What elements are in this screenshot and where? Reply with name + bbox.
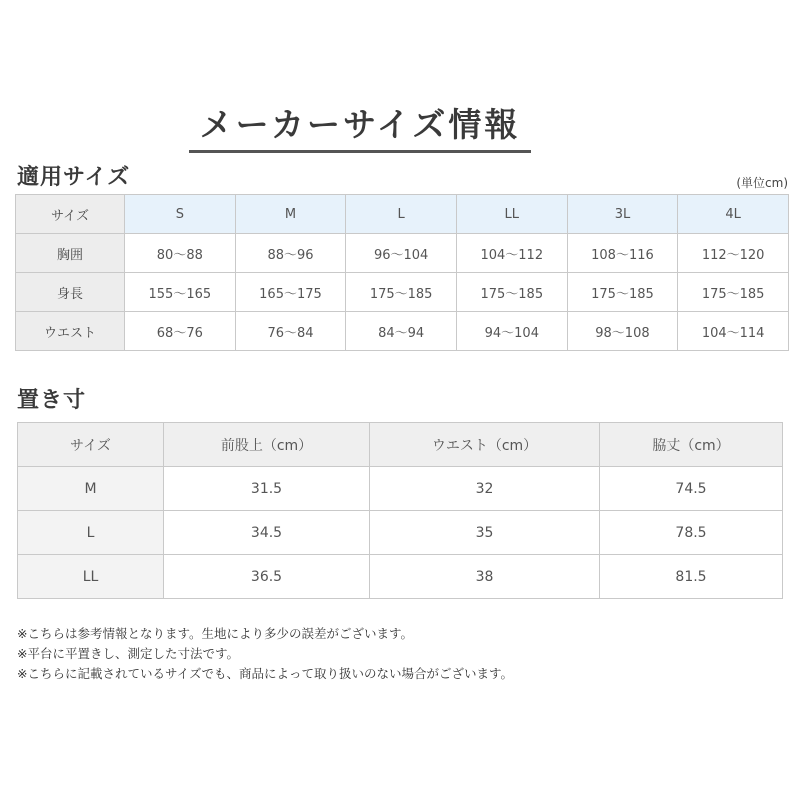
table-row bbox=[16, 234, 789, 273]
table-cell: 80～88 bbox=[125, 234, 236, 273]
table-cell: 36.5 bbox=[164, 555, 370, 599]
size-table-header-row bbox=[16, 195, 789, 234]
page-title: メーカーサイズ情報 bbox=[199, 105, 521, 144]
size-col-3l: 3L bbox=[567, 195, 678, 234]
table-cell: 34.5 bbox=[164, 511, 370, 555]
table-cell: 31.5 bbox=[164, 467, 370, 511]
flat-measurements-heading: 置き寸 bbox=[17, 388, 87, 413]
table-row bbox=[18, 467, 783, 511]
table-row bbox=[16, 312, 789, 351]
table-cell: 84～94 bbox=[346, 312, 457, 351]
applicable-size-heading: 適用サイズ bbox=[17, 165, 131, 190]
title-underline bbox=[189, 150, 531, 153]
table-cell: 96～104 bbox=[346, 234, 457, 273]
row-label-chest: 胸囲 bbox=[16, 234, 125, 273]
table-cell: 175～185 bbox=[346, 273, 457, 312]
measure-header-size: サイズ bbox=[18, 423, 164, 467]
table-cell: 165～175 bbox=[235, 273, 346, 312]
table-cell: 81.5 bbox=[600, 555, 783, 599]
table-cell: 98～108 bbox=[567, 312, 678, 351]
measure-header-side-length: 脇丈（cm） bbox=[600, 423, 783, 467]
flat-measurements-table bbox=[17, 422, 783, 599]
row-label-height: 身長 bbox=[16, 273, 125, 312]
table-cell: 104～114 bbox=[678, 312, 789, 351]
size-col-ll: LL bbox=[456, 195, 567, 234]
table-cell: 76～84 bbox=[235, 312, 346, 351]
table-cell: 175～185 bbox=[678, 273, 789, 312]
applicable-size-table bbox=[15, 194, 789, 351]
table-cell: 32 bbox=[370, 467, 600, 511]
unit-note: (単位cm) bbox=[736, 176, 788, 190]
table-row bbox=[18, 555, 783, 599]
table-row bbox=[18, 511, 783, 555]
table-cell: 175～185 bbox=[456, 273, 567, 312]
measure-table-header-row bbox=[18, 423, 783, 467]
note-line: ※平台に平置きし、測定した寸法です。 bbox=[17, 646, 239, 661]
size-col-m: M bbox=[235, 195, 346, 234]
note-line: ※こちらは参考情報となります。生地により多少の誤差がございます。 bbox=[17, 626, 413, 641]
notes bbox=[17, 624, 513, 684]
table-cell: 78.5 bbox=[600, 511, 783, 555]
table-cell: 68～76 bbox=[125, 312, 236, 351]
table-cell: 38 bbox=[370, 555, 600, 599]
row-label-waist: ウエスト bbox=[16, 312, 125, 351]
measure-header-waist: ウエスト（cm） bbox=[370, 423, 600, 467]
row-label-size: M bbox=[18, 467, 164, 511]
table-cell: 112～120 bbox=[678, 234, 789, 273]
table-cell: 74.5 bbox=[600, 467, 783, 511]
table-cell: 104～112 bbox=[456, 234, 567, 273]
measure-header-front-rise: 前股上（cm） bbox=[164, 423, 370, 467]
size-col-l: L bbox=[346, 195, 457, 234]
row-label-size: L bbox=[18, 511, 164, 555]
table-row bbox=[16, 273, 789, 312]
size-col-s: S bbox=[125, 195, 236, 234]
size-col-4l: 4L bbox=[678, 195, 789, 234]
table-cell: 155～165 bbox=[125, 273, 236, 312]
table-cell: 94～104 bbox=[456, 312, 567, 351]
table-cell: 35 bbox=[370, 511, 600, 555]
note-line: ※こちらに記載されているサイズでも、商品によって取り扱いのない場合がございます。 bbox=[17, 666, 513, 681]
size-header-label: サイズ bbox=[16, 195, 125, 234]
table-cell: 175～185 bbox=[567, 273, 678, 312]
table-cell: 88～96 bbox=[235, 234, 346, 273]
table-cell: 108～116 bbox=[567, 234, 678, 273]
row-label-size: LL bbox=[18, 555, 164, 599]
